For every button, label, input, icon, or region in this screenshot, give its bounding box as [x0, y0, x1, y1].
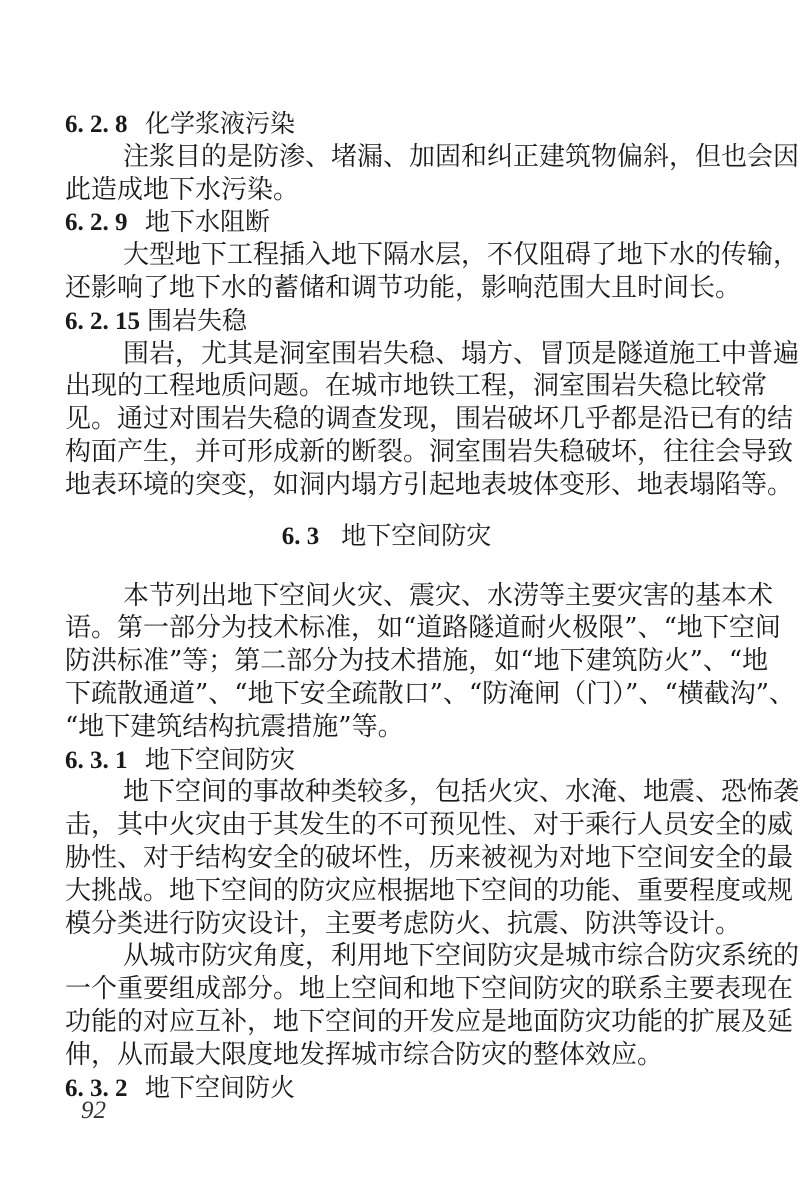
paragraph-line: “地下建筑结构抗震措施”等。: [65, 711, 404, 742]
paragraph-line: 伸，从而最大限度地发挥城市综合防灾的整体效应。: [65, 1039, 664, 1070]
paragraph-line: 从城市防灾角度，利用地下空间防灾是城市综合防灾系统的: [123, 941, 800, 972]
clause-number: 6. 3. 1: [65, 746, 128, 774]
paragraph-line: 下疏散通道”、“地下安全疏散口”、“防淹闸（门）”、“横截沟”、: [65, 678, 796, 709]
paragraph-line: 功能的对应互补，地下空间的开发应是地面防灾功能的扩展及延: [65, 1006, 794, 1037]
clause-number: 6. 3. 2: [65, 1074, 128, 1102]
paragraph-line: 一个重要组成部分。地上空间和地下空间防灾的联系主要表现在: [65, 974, 794, 1005]
section-heading-6-3: [65, 510, 708, 562]
page-number: 92: [81, 1097, 106, 1124]
paragraph-line: 此造成地下水污染。: [65, 174, 300, 205]
paragraph-line: 出现的工程地质问题。在城市地铁工程，洞室围岩失稳比较常: [65, 371, 768, 402]
paragraph-line: 还影响了地下水的蓄储和调节功能，影响范围大且时间长。: [65, 272, 742, 303]
paragraph-line: 注浆目的是防渗、堵漏、加固和纠正建筑物偏斜，但也会因: [123, 141, 800, 172]
paragraph-line: 构面产生，并可形成新的断裂。洞室围岩失稳破坏，往往会导致: [65, 436, 794, 467]
clause-heading-6-2-15: [65, 305, 708, 338]
section-number: 6. 3: [281, 522, 320, 550]
clause-number: 6. 2. 8: [65, 111, 128, 138]
clause-title: 地下空间防火: [145, 1072, 296, 1102]
paragraph-line: 本节列出地下空间火灾、震灾、水涝等主要灾害的基本术: [123, 580, 774, 611]
paragraph-line: 防洪标准”等；第二部分为技术措施，如“地下建筑防火”、“地: [65, 646, 769, 677]
paragraph-line: 胁性、对于结构安全的破坏性，历来被视为对地下空间安全的最: [65, 842, 794, 873]
clause-title: 地下空间防灾: [145, 744, 296, 774]
clause-title: 地下水阻断: [145, 207, 271, 237]
clause-heading-6-2-8: [65, 108, 708, 141]
paragraph-line: 地下空间的事故种类较多，包括火灾、水淹、地震、恐怖袭: [123, 777, 800, 808]
clause-heading-6-3-2: [65, 1072, 708, 1105]
document-page: [65, 108, 800, 1104]
paragraph-line: 围岩，尤其是洞室围岩失稳、塌方、冒顶是隧道施工中普遍: [123, 338, 800, 369]
paragraph-line: 大型地下工程插入地下隔水层，不仅阻碍了地下水的传输，: [123, 240, 800, 271]
clause-title: 围岩失稳: [147, 305, 248, 335]
clause-title: 化学浆液污染: [145, 109, 296, 138]
clause-heading-6-3-1: [65, 744, 708, 777]
paragraph-line: 语。第一部分为技术标准，如“道路隧道耐火极限”、“地下空间: [65, 613, 781, 644]
paragraph-line: 见。通过对围岩失稳的调查发现，围岩破坏几乎都是沿已有的结: [65, 404, 794, 435]
paragraph-line: 模分类进行防灾设计，主要考虑防火、抗震、防洪等设计。: [65, 908, 742, 939]
clause-number: 6. 2. 9: [65, 209, 128, 237]
paragraph-line: 击，其中火灾由于其发生的不可预见性、对于乘行人员安全的威: [65, 810, 794, 841]
clause-heading-6-2-9: [65, 206, 708, 239]
paragraph-line: 大挑战。地下空间的防灾应根据地下空间的功能、重要程度或规: [65, 875, 794, 906]
section-title: 地下空间防灾: [341, 520, 492, 550]
clause-number: 6. 2. 15: [65, 307, 140, 335]
paragraph-line: 地表环境的突变，如洞内塌方引起地表坡体变形、地表塌陷等。: [65, 469, 794, 500]
